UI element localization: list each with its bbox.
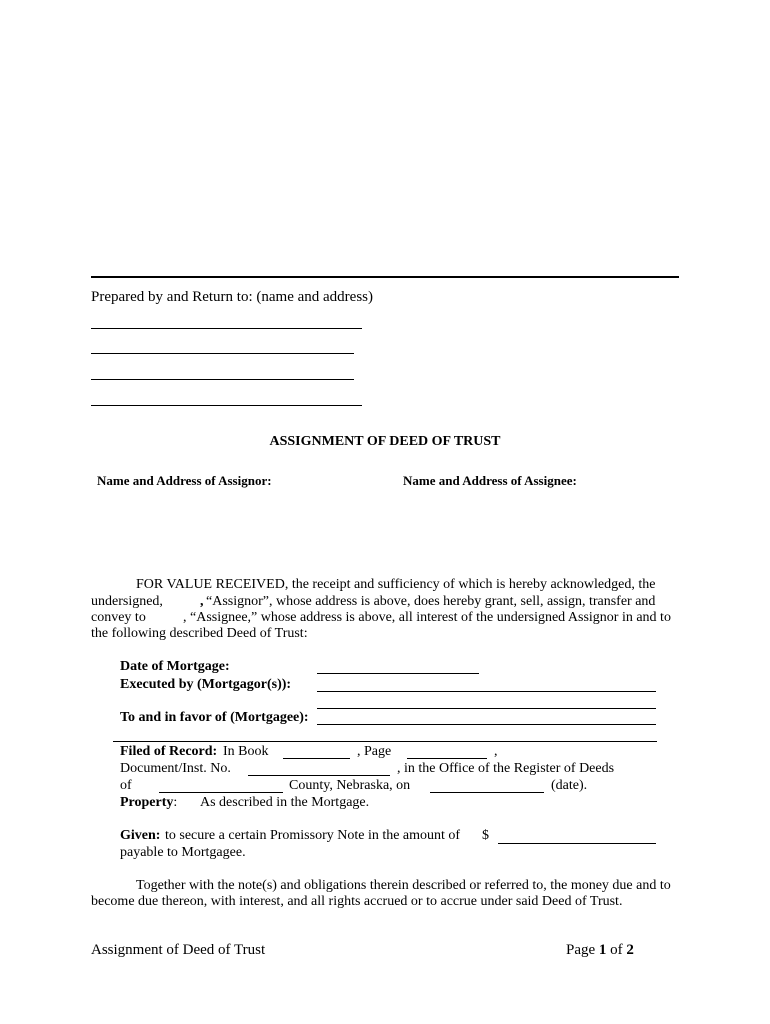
together-line-1: Together with the note(s) and obligations therein described or referred to, the money due and to: [136, 878, 671, 893]
of-word: of: [610, 942, 623, 958]
amount-field[interactable]: [498, 843, 656, 844]
return-address-line-3[interactable]: [91, 379, 354, 380]
executed-by-label: Executed by (Mortgagor(s)):: [120, 677, 292, 692]
date-of-mortgage-field[interactable]: [317, 673, 479, 674]
mortgagee-field[interactable]: [317, 724, 656, 725]
document-title: ASSIGNMENT OF DEED OF TRUST: [269, 434, 501, 449]
assignee-header: Name and Address of Assignee:: [403, 473, 577, 488]
mortgagee-label: To and in favor of (Mortgagee):: [120, 710, 309, 725]
property-row: [120, 795, 177, 811]
recital-line-2: “Assignor”, whose address is above, does hereby grant, sell, assign, transfer and: [206, 594, 656, 609]
recital-undersigned: undersigned,: [91, 594, 163, 609]
date-of-mortgage-label: Date of Mortgage:: [120, 659, 230, 674]
section-divider: [113, 741, 657, 742]
return-address-line-2[interactable]: [91, 353, 354, 354]
return-address-line-1[interactable]: [91, 328, 362, 329]
payable-text: payable to Mortgagee.: [120, 845, 246, 860]
date-paren-label: (date).: [551, 778, 588, 793]
document-no-label: Document/Inst. No.: [120, 761, 231, 776]
book-field[interactable]: [283, 758, 350, 759]
recital-line-3: , “Assignee,” whose address is above, all interest of the undersigned Assignor in and to: [183, 610, 671, 625]
page-number: 1: [598, 942, 607, 958]
return-address-line-4[interactable]: [91, 405, 362, 406]
register-of-deeds-text: , in the Office of the Register of Deeds: [397, 761, 615, 776]
property-label: Property: [120, 795, 174, 810]
recital-convey: convey to: [91, 610, 146, 625]
mortgagor-field-2[interactable]: [317, 708, 656, 709]
given-text: to secure a certain Promissory Note in the amount of: [165, 828, 461, 843]
together-line-2: become due thereon, with interest, and all rights accrued or to accrue under said Deed of Trust.: [91, 894, 623, 909]
county-text: County, Nebraska, on: [289, 778, 411, 793]
page-total: 2: [626, 942, 634, 958]
dollar-sign: $: [482, 828, 489, 843]
given-row: [120, 828, 160, 844]
page-label: , Page: [357, 744, 392, 759]
property-value: As described in the Mortgage.: [200, 795, 370, 810]
mortgagor-field-1[interactable]: [317, 691, 656, 692]
of-label: of: [120, 778, 132, 793]
county-field[interactable]: [159, 792, 283, 793]
document-no-field[interactable]: [248, 775, 390, 776]
page-indicator: [566, 942, 634, 959]
recital-line-1: FOR VALUE RECEIVED, the receipt and sufficiency of which is hereby acknowledged, the: [136, 577, 656, 592]
in-book-label: In Book: [223, 744, 269, 759]
filed-of-record-label: Filed of Record:: [120, 744, 218, 759]
recital-comma: ,: [200, 594, 204, 609]
filed-of-record-row: [120, 744, 217, 760]
page-word: Page: [566, 942, 596, 958]
assignor-header: Name and Address of Assignor:: [97, 473, 272, 488]
record-date-field[interactable]: [430, 792, 544, 793]
footer-title: Assignment of Deed of Trust: [91, 942, 266, 958]
page-field[interactable]: [407, 758, 487, 759]
given-label: Given:: [120, 828, 161, 843]
prepared-by-label: Prepared by and Return to: (name and address): [91, 289, 373, 305]
property-colon: :: [173, 795, 178, 810]
recital-line-4: the following described Deed of Trust:: [91, 626, 308, 641]
header-divider: [91, 276, 679, 278]
filed-comma: ,: [494, 744, 498, 759]
